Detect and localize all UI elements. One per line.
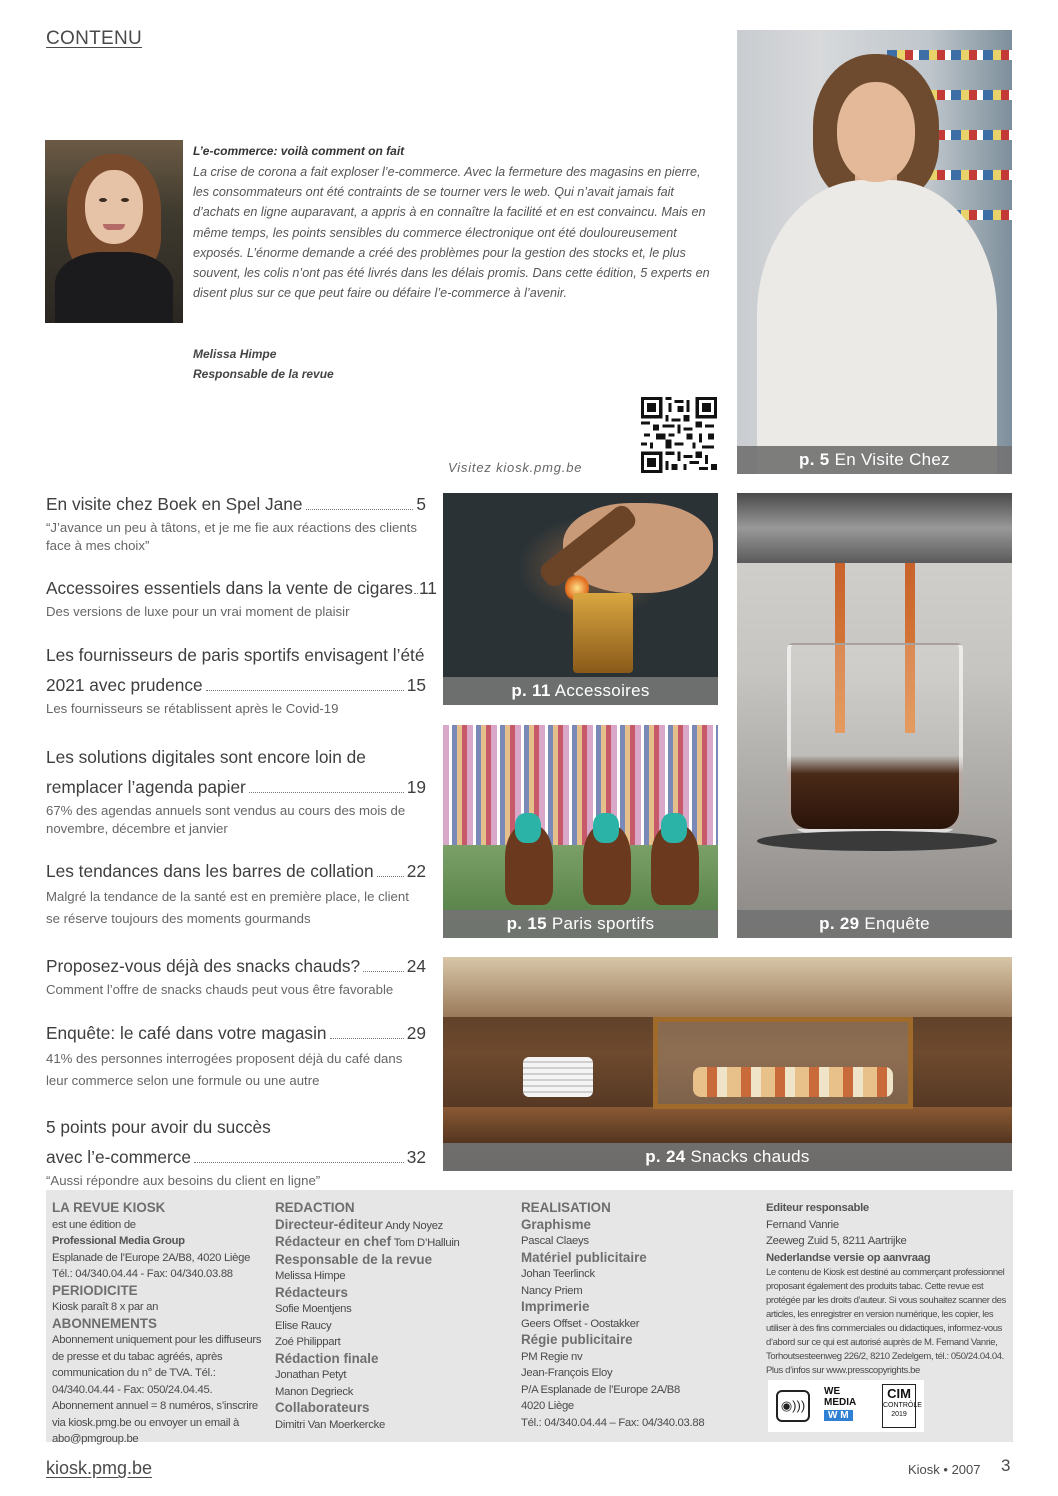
- photo-en-visite-chez[interactable]: [737, 30, 1012, 474]
- toc-subtitle: Des versions de luxe pour un vrai moment de plaisir: [46, 604, 350, 619]
- toc-item[interactable]: [46, 1112, 426, 1190]
- signature-role: Responsable de la revue: [193, 367, 334, 381]
- editorial-title: L’e-commerce: voilà comment on fait: [193, 144, 405, 158]
- toc-subtitle: “J’avance un peu à tâtons, et je me fie aux réactions des clients face à mes choix”: [46, 520, 417, 553]
- toc-title[interactable]: En visite chez Boek en Spel Jane 5: [46, 489, 426, 519]
- colophon-column-editor: Editeur responsable Fernand Vanrie Zeeweg Zuid 5, 8211 Aartrijke Nederlandse versie op aanvraag Le contenu de Kiosk est destiné au commerçant professionnel proposant également des produits tabac. Cette revue est protégée par les droits d’auteur. Si vous souhaitez scanner des articles, les enregistrer en version numérique, les copier, les utiliser à des fins commerciales ou didactiques, informez-vous d’abord sur ce qui est autorisé auprès de M. Fernand Vanrie, Torhoutsesteenweg 226/2, 8210 Zedelgem, tél.: 050/24.04.04. Plus d’infos sur www.presscopyrights.be: [766, 1202, 1006, 1376]
- toc-title[interactable]: avec l’e-commerce 32: [46, 1142, 426, 1172]
- toc-page-number: 24: [406, 956, 426, 976]
- toc-item[interactable]: [46, 856, 426, 930]
- cim-logo: CIM CONTRÔLE 2019: [882, 1384, 916, 1428]
- toc-page-number: 19: [406, 777, 426, 797]
- toc-title[interactable]: Enquête: le café dans votre magasin 29: [46, 1018, 426, 1048]
- toc-page-number: 22: [406, 861, 426, 881]
- caption-accessoires: p. 11 Accessoires: [443, 677, 718, 705]
- caption-en-visite: p. 5 En Visite Chez: [737, 446, 1012, 474]
- editor-portrait: [45, 140, 183, 323]
- caption-snacks-chauds: p. 24 Snacks chauds: [443, 1143, 1012, 1171]
- certification-logos: [768, 1380, 924, 1432]
- footer-issue: Kiosk • 2007: [908, 1462, 981, 1477]
- toc-page-number: 29: [406, 1023, 426, 1043]
- toc-page-number: 5: [416, 494, 426, 514]
- photo-paris-sportifs[interactable]: [443, 725, 718, 938]
- footer-website-link[interactable]: kiosk.pmg.be: [46, 1458, 153, 1478]
- toc-item[interactable]: [46, 640, 426, 718]
- we-media-logo: WE MEDIA W M: [824, 1386, 857, 1421]
- toc-page-number: 32: [406, 1147, 426, 1167]
- section-title: CONTENU: [46, 28, 143, 49]
- toc-title-line1[interactable]: 5 points pour avoir du succès: [46, 1117, 271, 1137]
- toc-title[interactable]: Accessoires essentiels dans la vente de cigares 11: [46, 573, 426, 603]
- visit-website-text: Visitez kiosk.pmg.be: [448, 460, 583, 475]
- editorial-signature: [193, 344, 334, 384]
- toc-item[interactable]: [46, 1018, 426, 1092]
- toc-title-line1[interactable]: Les solutions digitales sont encore loin de: [46, 747, 366, 767]
- toc-subtitle: Malgré la tendance de la santé est en première place, le client se réserve toujours des moments gourmands: [46, 889, 409, 926]
- colophon-column-publisher: LA REVUE KIOSK est une édition de Professional Media Group Esplanade de l’Europe 2A/B8, 4020 Liège Tél.: 04/340.04.44 - Fax: 04/340.03.88 PERIODICITE Kiosk paraît 8 x par an ABONNEMENTS Abonnement uniquement pour les diffuseurs de presse et du tabac agréés, après communication du n° de TVA. Tél.: 04/340.04.44 - Fax: 050/24.04.45. Abonnement annuel = 8 numéros, s’inscrire via kiosk.pmg.be ou envoyer un email à abo@pmgroup.be: [52, 1200, 262, 1445]
- photo-enquete-cafe[interactable]: [737, 493, 1012, 938]
- toc-item[interactable]: [46, 742, 426, 838]
- toc-item[interactable]: [46, 951, 426, 999]
- toc-item[interactable]: [46, 573, 437, 621]
- toc-subtitle: 41% des personnes interrogées proposent déjà du café dans leur commerce selon une formule ou une autre: [46, 1051, 403, 1088]
- toc-subtitle: Comment l’offre de snacks chauds peut vous être favorable: [46, 982, 394, 997]
- toc-item[interactable]: [46, 489, 426, 555]
- toc-title[interactable]: 2021 avec prudence 15: [46, 670, 426, 700]
- toc-subtitle: Les fournisseurs se rétablissent après le Covid-19: [46, 701, 339, 716]
- toc-title[interactable]: Proposez-vous déjà des snacks chauds? 24: [46, 951, 426, 981]
- colophon-column-realisation: REALISATION Graphisme Pascal Claeys Matériel publicitaire Johan Teerlinck Nancy Priem Imprimerie Geers Offset - Oostakker Régie publicitaire PM Regie nv Jean-François Eloy P/A Esplanade de l’Europe 2A/B8 4020 Liège Tél.: 04/340.04.44 – Fax: 04/340.03.88: [521, 1200, 705, 1429]
- colophon-box: [46, 1190, 1013, 1445]
- editorial-body: La crise de corona a fait exploser l’e-commerce. Avec la fermeture des magasins en pierre, les consommateurs ont été contraints de se tourner vers le web. Qui n’avait jamais fait d’achats en ligne auparavant, a appris à en connaître la facilité et en est convaincu. Mais en même temps, les points sensibles du commerce électronique ont été douloureusement exposés. L’énorme demande a créé des problèmes pour la gestion des stocks et, le plus souvent, les colis n’ont pas été livrés dans les délais promis. Dans cette édition, 5 experts en disent plus sur ce que peut faire ou défaire l’e-commerce à l’avenir.: [193, 165, 710, 301]
- toc-title[interactable]: remplacer l’agenda papier 19: [46, 772, 426, 802]
- caption-paris-sportifs: p. 15 Paris sportifs: [443, 910, 718, 938]
- qr-code[interactable]: [640, 397, 718, 473]
- photo-accessoires[interactable]: [443, 493, 718, 705]
- toc-title[interactable]: Les tendances dans les barres de collation 22: [46, 856, 426, 886]
- audio-waves-logo-icon: ◉))): [776, 1390, 810, 1422]
- toc-subtitle: “Aussi répondre aux besoins du client en ligne”: [46, 1173, 321, 1188]
- toc-page-number: 11: [418, 578, 437, 598]
- toc-subtitle: 67% des agendas annuels sont vendus au cours des mois de novembre, décembre et janvier: [46, 803, 406, 836]
- caption-enquete: p. 29 Enquête: [737, 910, 1012, 938]
- colophon-column-redaction: REDACTION Directeur-éditeur Andy Noyez Rédacteur en chef Tom D’Halluin Responsable de la revue Melissa Himpe Rédacteurs Sofie Moentjens Elise Raucy Zoé Philippart Rédaction finale Jonathan Petyt Manon Degrieck Collaborateurs Dimitri Van Moerkercke: [275, 1200, 460, 1431]
- page-number: 3: [1001, 1456, 1011, 1475]
- signature-name: Melissa Himpe: [193, 347, 277, 361]
- toc-title-line1[interactable]: Les fournisseurs de paris sportifs envisagent l’été: [46, 645, 425, 665]
- photo-snacks-chauds[interactable]: [443, 957, 1012, 1171]
- toc-page-number: 15: [406, 675, 426, 695]
